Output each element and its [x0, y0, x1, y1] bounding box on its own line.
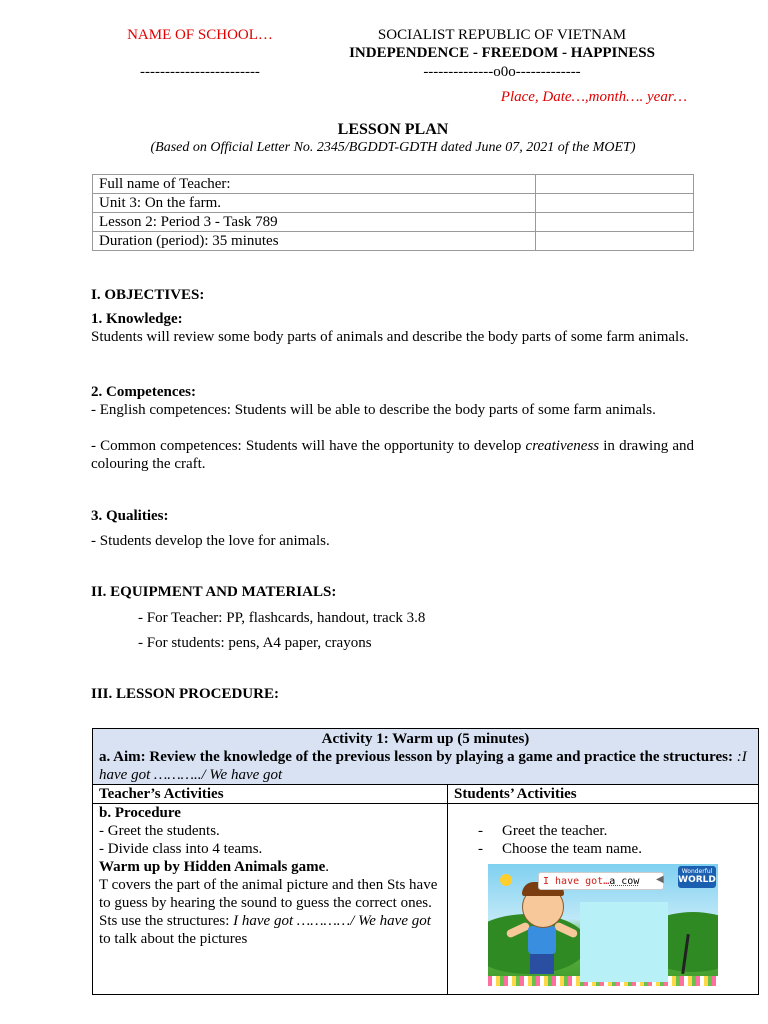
table-row	[93, 175, 694, 194]
character-legs	[530, 954, 554, 974]
table-row	[93, 804, 759, 995]
table-row	[93, 194, 694, 213]
logo-line: Wonderful	[681, 868, 713, 875]
table-row	[93, 729, 759, 785]
speaker-icon[interactable]: ◀	[656, 874, 664, 885]
game-structures	[99, 912, 441, 948]
competence-common-emphasis: creativeness	[525, 438, 600, 454]
info-value[interactable]	[536, 213, 694, 232]
table-row	[93, 785, 759, 804]
hidden-animals-game-image	[488, 864, 718, 986]
national-motto: INDEPENDENCE - FREEDOM - HAPPINESS	[349, 45, 655, 61]
competence-common-text-end: in drawing and colouring the craft.	[91, 438, 695, 472]
knowledge-heading: 1. Knowledge:	[91, 311, 183, 327]
table-row	[93, 232, 694, 251]
activity-aim	[99, 748, 752, 784]
competence-english: - English competences: Students will be able to describe the body parts of some farm animals.	[91, 402, 656, 418]
procedure-heading: III. LESSON PROCEDURE:	[91, 686, 279, 702]
equipment-students: - For students: pens, A4 paper, crayons	[138, 635, 372, 651]
character-body	[528, 926, 556, 954]
student-step: Choose the team name.	[502, 841, 642, 857]
equipment-teacher: - For Teacher: PP, flashcards, handout, track 3.8	[138, 610, 426, 626]
info-value[interactable]	[536, 175, 694, 194]
logo-line: WORLD	[678, 875, 716, 885]
info-label: Full name of Teacher:	[93, 175, 536, 194]
bubble-answer: a cow	[609, 876, 640, 887]
info-value[interactable]	[536, 194, 694, 213]
picture-cover[interactable]	[580, 902, 668, 982]
list-dash: -	[478, 841, 483, 857]
list-item	[454, 840, 752, 858]
competence-common-text: - Common competences: Students will have the opportunity to develop	[91, 438, 526, 454]
activity-title: Activity 1: Warm up (5 minutes)	[321, 731, 530, 747]
motto-divider: --------------o0o-------------	[423, 64, 581, 80]
teacher-activities-cell	[93, 804, 448, 995]
competences-heading: 2. Competences:	[91, 384, 196, 400]
table-row	[93, 213, 694, 232]
school-name: NAME OF SCHOOL…	[127, 27, 273, 43]
structures-text: Sts use the structures:	[99, 913, 234, 929]
list-item	[454, 822, 752, 840]
procedure-subheading: b. Procedure	[99, 805, 181, 821]
equipment-heading: II. EQUIPMENT AND MATERIALS:	[91, 584, 337, 600]
wonderful-world-logo	[678, 866, 716, 888]
students-column-header: Students’ Activities	[448, 785, 759, 804]
objectives-heading: I. OBJECTIVES:	[91, 287, 205, 303]
structures-text-end: to talk about the pictures	[99, 931, 248, 947]
info-label: Duration (period): 35 minutes	[93, 232, 536, 251]
info-label: Unit 3: On the farm.	[93, 194, 536, 213]
teacher-step: - Divide class into 4 teams.	[99, 841, 263, 857]
game-name: Warm up by Hidden Animals game	[99, 859, 326, 875]
info-label: Lesson 2: Period 3 - Task 789	[93, 213, 536, 232]
teacher-column-header: Teacher’s Activities	[93, 785, 448, 804]
knowledge-text: Students will review some body parts of animals and describe the body parts of some farm animals.	[91, 329, 689, 345]
structures-example: I have got …………/ We have got	[233, 913, 431, 929]
students-activities-cell	[448, 804, 759, 995]
aim-structures: :I have got ………../ We have got	[99, 749, 747, 783]
game-description: T covers the part of the animal picture and then Sts have to guess by hearing the sound to guess the correct ones.	[99, 877, 438, 911]
country-name: SOCIALIST REPUBLIC OF VIETNAM	[377, 27, 627, 43]
student-step: Greet the teacher.	[502, 823, 608, 839]
bubble-text: I have got…	[543, 876, 610, 887]
activity-table	[92, 728, 759, 995]
qualities-text: - Students develop the love for animals.	[91, 533, 330, 549]
speech-bubble	[538, 872, 664, 890]
teacher-step: - Greet the students.	[99, 823, 220, 839]
activity-header-cell	[93, 729, 759, 785]
sun-icon	[500, 874, 512, 886]
info-value[interactable]	[536, 232, 694, 251]
list-dash: -	[478, 823, 483, 839]
lesson-plan-title: LESSON PLAN	[337, 121, 449, 138]
lesson-info-table	[92, 174, 694, 251]
lesson-plan-subtitle: (Based on Official Letter No. 2345/BGDDT-GDTH dated June 07, 2021 of the MOET)	[150, 140, 636, 155]
qualities-heading: 3. Qualities:	[91, 508, 169, 524]
competence-common	[91, 437, 694, 473]
game-title	[99, 858, 441, 876]
game-name-period: .	[325, 859, 330, 875]
aim-text: a. Aim: Review the knowledge of the previous lesson by playing a game and practice the structures:	[99, 749, 733, 765]
school-divider: ------------------------	[140, 64, 260, 80]
place-date: Place, Date…,month…. year…	[500, 89, 687, 105]
